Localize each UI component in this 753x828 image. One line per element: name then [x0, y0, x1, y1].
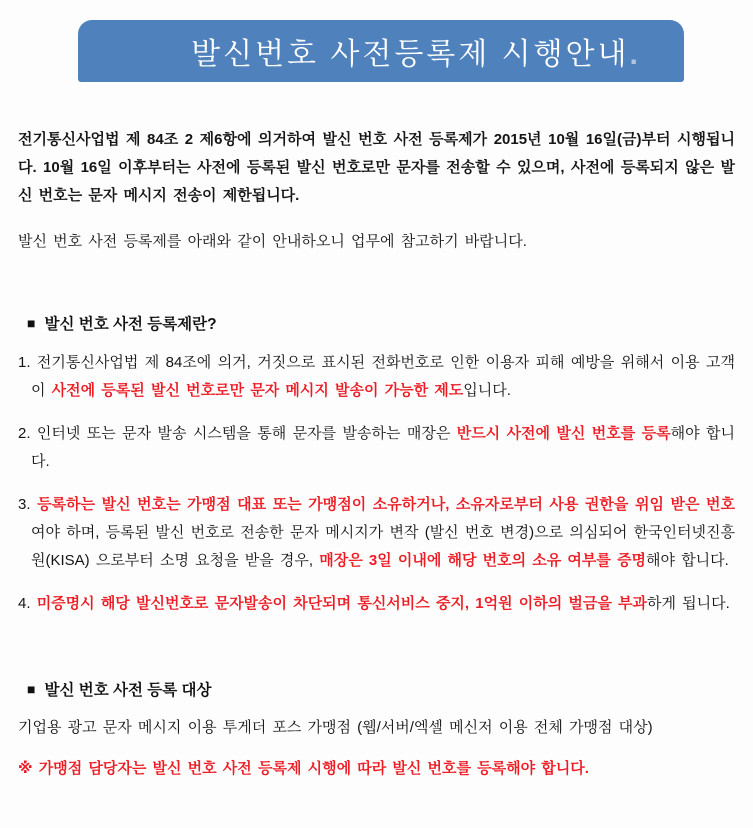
- text-segment: 여야 하며, 등록된 발신 번호로 전송한 문자 메시지가 변작 (발신 번호 변경)으로 의심되어 한국인터넷진흥원(KISA) 으로부터 소명 요청을 받을 경우,: [31, 524, 735, 569]
- section-heading-what-is-text: 발신 번호 사전 등록제란?: [44, 316, 217, 333]
- item-number: 4.: [18, 595, 31, 612]
- emphasis-text: 반드시 사전에 발신 번호를 등록: [456, 425, 671, 442]
- emphasis-text: 사전에 등록된 발신 번호로만 문자 메시지 발송이 가능한 제도: [51, 382, 464, 399]
- numbered-item-3: [18, 491, 735, 575]
- emphasis-text: 등록하는 발신 번호는 가맹점 대표 또는 가맹점이 소유하거나, 소유자로부터 사용 권한을 위임 받은 번호: [37, 496, 735, 513]
- title-banner: [78, 20, 684, 82]
- text-segment: 해야 합니다.: [646, 552, 729, 569]
- item-number: 2.: [18, 425, 31, 442]
- square-bullet-icon: ■: [27, 315, 36, 331]
- item-number: 3.: [18, 496, 31, 513]
- text-segment: 인터넷 또는 문자 발송 시스템을 통해 문자를 발송하는 매장은: [36, 425, 457, 442]
- text-segment: 해야 합니다.: [31, 425, 735, 470]
- section-heading-what-is: [27, 312, 735, 334]
- text-segment: 전기통신사업법 제 84조에 의거, 거짓으로 표시된 전화번호로 인한 이용자 피해 예방을 위해서 이용 고객이: [31, 354, 736, 399]
- numbered-item-2: [18, 420, 735, 476]
- target-description: 기업용 광고 문자 메시지 이용 투게더 포스 가맹점 (웹/서버/엑셀 메신저 이용 전체 가맹점 대상): [18, 719, 653, 736]
- page-title-text: 발신번호 사전등록제 시행안내: [191, 38, 630, 71]
- numbered-item-4: [18, 590, 735, 618]
- square-bullet-icon: ■: [27, 681, 36, 697]
- page-title: [121, 29, 641, 73]
- section-heading-target: [27, 678, 735, 700]
- title-period-mark: .: [629, 38, 641, 71]
- text-segment: 하게 됩니다.: [647, 595, 730, 612]
- intro-paragraph-2: 발신 번호 사전 등록제를 아래와 같이 안내하오니 업무에 참고하기 바랍니다.: [18, 233, 527, 250]
- numbered-item-1: [18, 349, 735, 405]
- emphasis-text: 미증명시 해당 발신번호로 문자발송이 차단되며 통신서비스 중지, 1억원 이하의 벌금을 부과: [36, 595, 648, 612]
- section-heading-target-text: 발신 번호 사전 등록 대상: [44, 682, 212, 699]
- text-segment: 입니다.: [463, 382, 511, 399]
- item-number: 1.: [18, 354, 31, 371]
- emphasis-text: 매장은 3일 이내에 해당 번호의 소유 여부를 증명: [319, 552, 647, 569]
- red-warning-note: ※ 가맹점 담당자는 발신 번호 사전 등록제 시행에 따라 발신 번호를 등록해야 합니다.: [18, 760, 589, 777]
- intro-paragraph-1: 전기통신사업법 제 84조 2 제6항에 의거하여 발신 번호 사전 등록제가 2015년 10월 16일(금)부터 시행됩니다. 10월 16일 이후부터는 사전에 등록된 발신 번호로만 문자를 전송할 수 있으며, 사전에 등록되지 않은 발신 번호는 문자 메시지 전송이 제한됩니다.: [18, 131, 735, 204]
- notice-document: [0, 20, 753, 783]
- notice-body: [0, 126, 753, 783]
